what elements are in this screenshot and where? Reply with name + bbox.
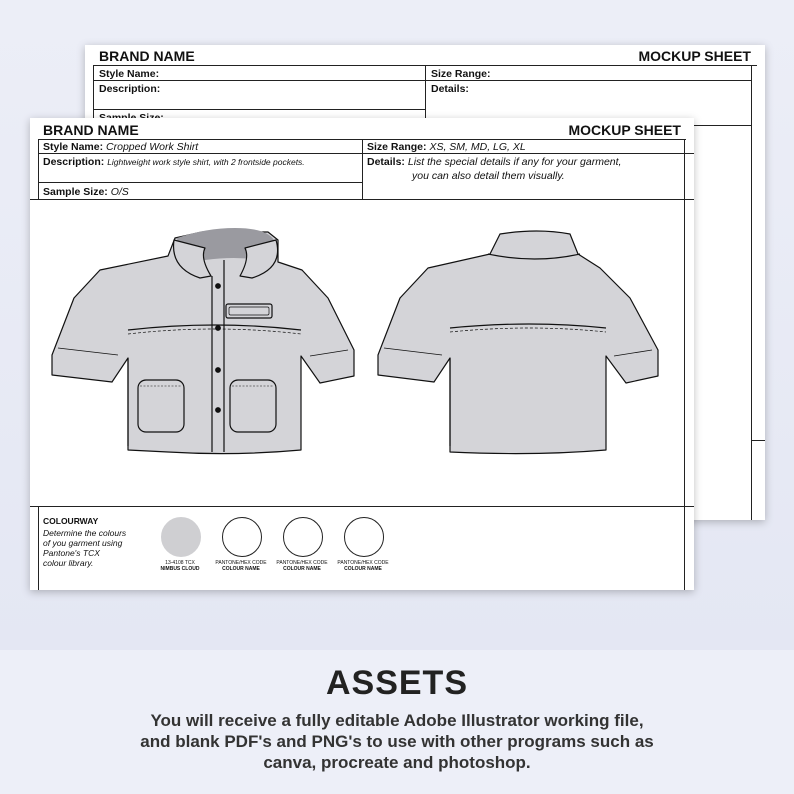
- description-field: Description: Lightweight work style shirt, with 2 frontside pockets.: [43, 156, 305, 168]
- colour-swatch-4: [344, 517, 384, 557]
- swatch-caption-1: 13-4108 TCX NIMBUS CLOUD: [160, 560, 200, 572]
- back-desc-rule: [93, 109, 426, 110]
- sample-size-field: Sample Size: O/S: [43, 186, 129, 198]
- colour-swatch-1: [161, 517, 201, 557]
- front-mockup-sheet: [30, 118, 694, 590]
- back-details-label: Details:: [431, 83, 469, 95]
- garment-flats: [30, 200, 684, 506]
- style-name-field: Style Name: Cropped Work Shirt: [43, 141, 199, 153]
- left-info-rule: [38, 139, 39, 200]
- details-line-2: you can also detail them visually.: [412, 170, 565, 182]
- size-range-rule: [362, 153, 694, 154]
- right-margin-rule: [684, 139, 685, 590]
- info-divider: [362, 139, 363, 200]
- size-range-field: Size Range: XS, SM, MD, LG, XL: [367, 141, 526, 153]
- back-size-rule: [426, 80, 751, 81]
- back-mid-rule: [425, 65, 426, 125]
- back-sheet-title: MOCKUP SHEET: [638, 48, 751, 64]
- shirt-front-view: [52, 228, 354, 454]
- assets-heading: ASSETS: [325, 664, 469, 702]
- colour-swatch-3: [283, 517, 323, 557]
- swatch-caption-3: PANTONE/HEX CODE COLOUR NAME: [276, 560, 328, 572]
- back-brand-name: BRAND NAME: [99, 48, 195, 64]
- back-size-range-label: Size Range:: [431, 68, 491, 80]
- brand-name: BRAND NAME: [43, 122, 139, 138]
- assets-footer: [0, 650, 794, 794]
- shirt-back-view: [378, 231, 658, 454]
- back-right-rule: [751, 65, 752, 520]
- colour-swatch-2: [222, 517, 262, 557]
- back-colourway-rule: [751, 440, 765, 441]
- details-field: Details: List the special details if any for your garment,: [367, 156, 622, 168]
- swatch-caption-4: PANTONE/HEX CODE COLOUR NAME: [337, 560, 389, 572]
- colourway-left-rule: [38, 506, 39, 590]
- back-description-label: Description:: [99, 83, 161, 95]
- back-style-rule: [93, 80, 426, 81]
- style-name-rule: [38, 153, 362, 154]
- colourway-top-rule: [30, 506, 694, 507]
- assets-description: You will receive a fully editable Adobe Illustrator working file, and blank PDF's and PNG's to use with other programs such as canva, procreate and photoshop.: [140, 711, 654, 772]
- sheet-title: MOCKUP SHEET: [568, 122, 681, 138]
- swatch-caption-2: PANTONE/HEX CODE COLOUR NAME: [215, 560, 267, 572]
- colourway-instructions: Determine the colours of you garment using Pantone's TCX colour library.: [43, 528, 127, 568]
- description-rule: [38, 182, 362, 183]
- colourway-title: COLOURWAY: [43, 516, 99, 526]
- back-style-name-label: Style Name:: [99, 68, 160, 80]
